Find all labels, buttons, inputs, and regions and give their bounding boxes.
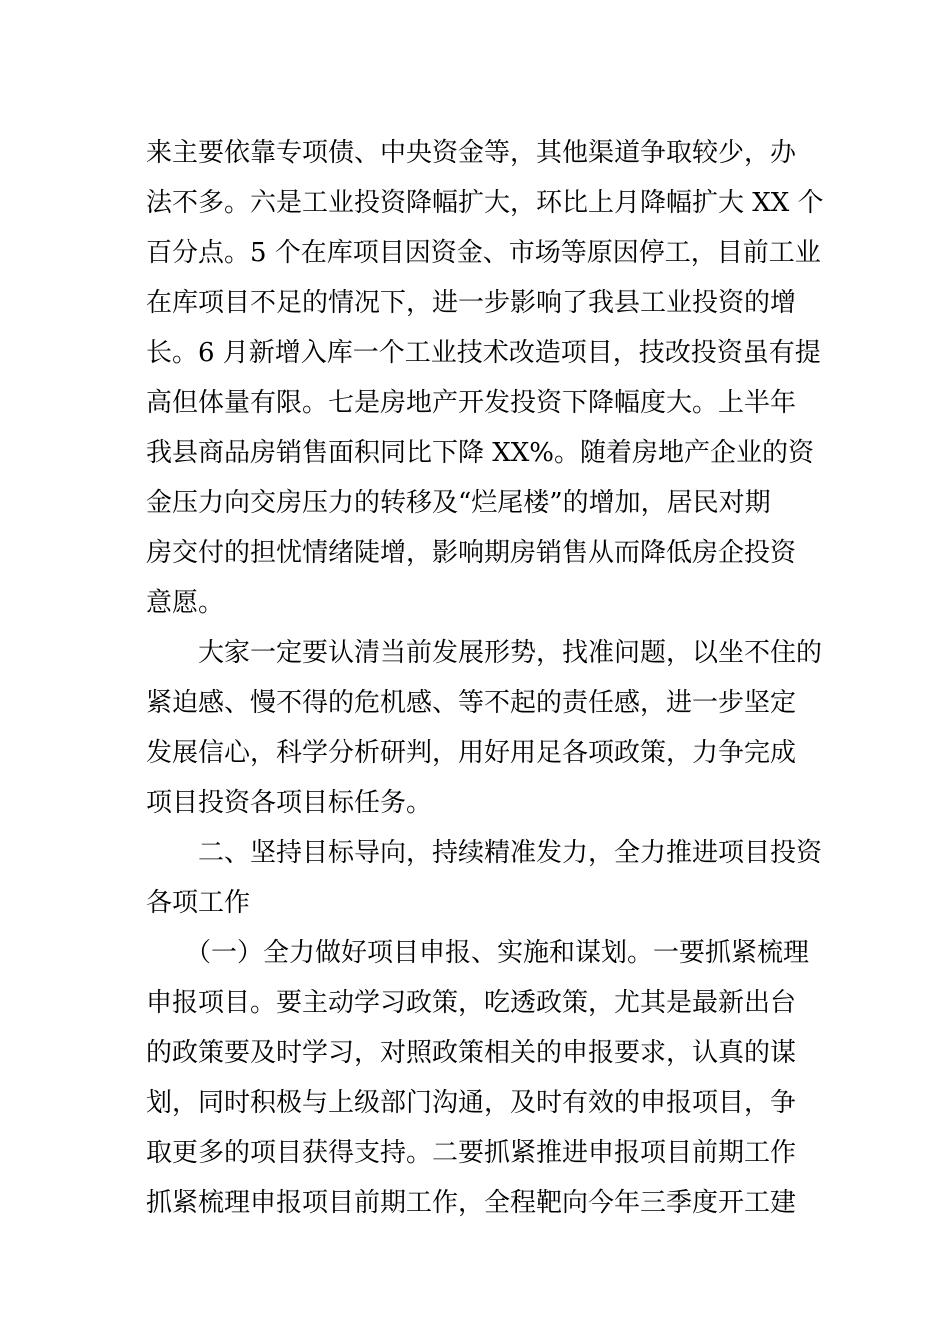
text-line: 法不多。六是工业投资降幅扩大，环比上月降幅扩大 XX 个: [146, 188, 824, 218]
text-line: 大家一定要认清当前发展形势，找准问题，以坐不住的: [146, 638, 823, 668]
text-line: 紧迫感、慢不得的危机感、等不起的责任感，进一步坚定: [146, 688, 797, 718]
text-line: 百分点。5 个在库项目因资金、市场等原因停工，目前工业: [146, 238, 821, 268]
text-line: 金压力向交房压力的转移及“烂尾楼”的增加，居民对期: [146, 488, 771, 518]
text-line: 的政策要及时学习，对照政策相关的申报要求，认真的谋: [146, 1038, 797, 1068]
text-line: 在库项目不足的情况下，进一步影响了我县工业投资的增: [146, 288, 797, 318]
text-line: 房交付的担忧情绪陡增，影响期房销售从而降低房企投资: [146, 538, 797, 568]
text-line: 申报项目。要主动学习政策，吃透政策，尤其是最新出台: [146, 988, 797, 1018]
text-line: （一）全力做好项目申报、实施和谋划。一要抓紧梳理: [146, 938, 810, 968]
text-line: 划，同时积极与上级部门沟通，及时有效的申报项目，争: [146, 1088, 797, 1118]
text-line: 取更多的项目获得支持。二要抓紧推进申报项目前期工作: [146, 1138, 797, 1168]
text-line: 抓紧梳理申报项目前期工作，全程靶向今年三季度开工建: [146, 1188, 797, 1218]
text-line: 项目投资各项目标任务。: [146, 788, 433, 818]
body-text: [146, 128, 824, 1228]
text-line: 长。6 月新增入库一个工业技术改造项目，技改投资虽有提: [146, 338, 821, 368]
text-line: 各项工作: [146, 888, 251, 918]
text-line: 高但体量有限。七是房地产开发投资下降幅度大。上半年: [146, 388, 797, 418]
text-line: 二、坚持目标导向，持续精准发力，全力推进项目投资: [146, 838, 823, 868]
text-line: 意愿。: [146, 588, 225, 618]
text-line: 我县商品房销售面积同比下降 XX%。随着房地产企业的资: [146, 438, 814, 468]
text-line: 来主要依靠专项债、中央资金等，其他渠道争取较少，办: [146, 138, 797, 168]
text-line: 发展信心，科学分析研判，用好用足各项政策，力争完成: [146, 738, 797, 768]
